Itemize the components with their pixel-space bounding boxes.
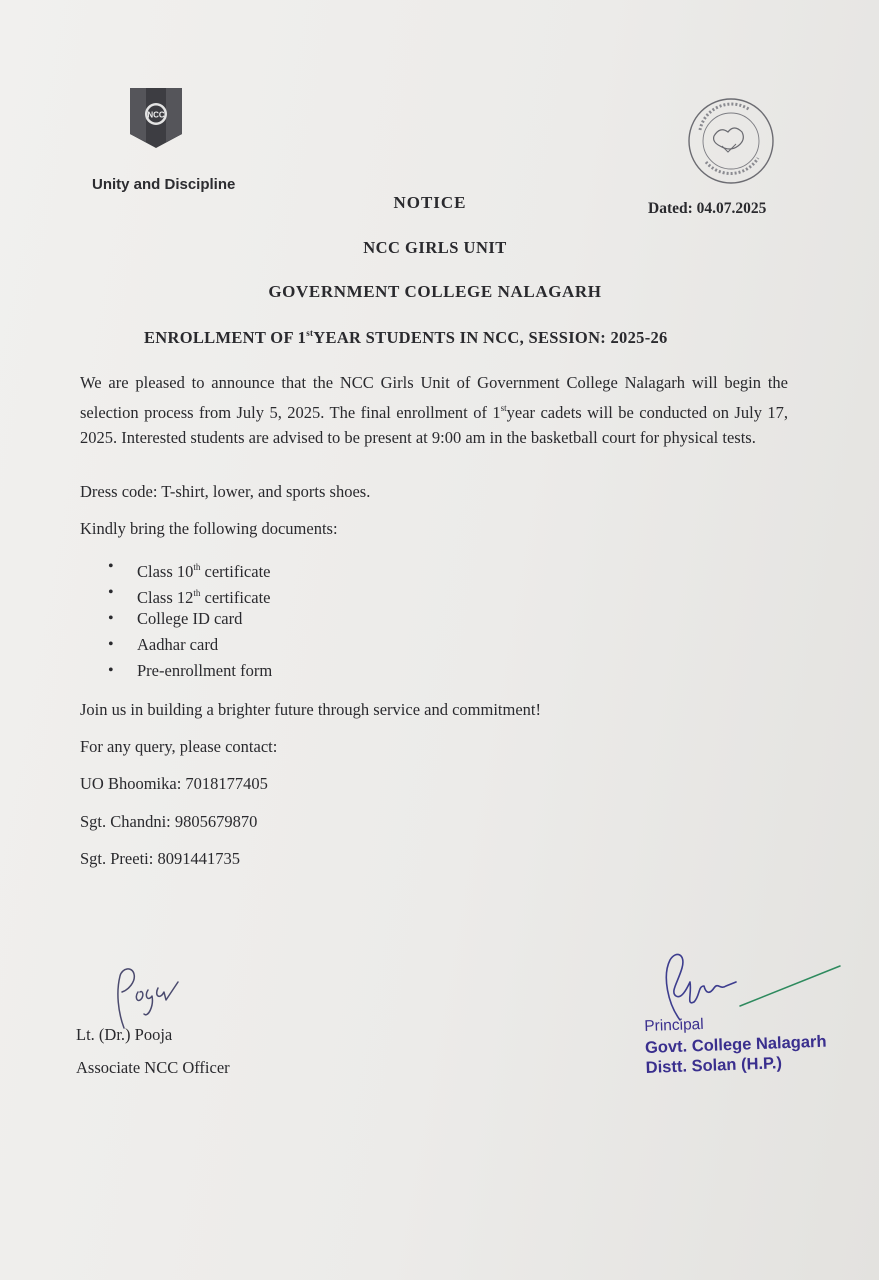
unit-heading: NCC GIRLS UNIT [363,238,507,257]
principal-stamp [644,1012,828,1078]
motto: Unity and Discipline [92,176,236,193]
stamp-designation: Principal [644,1015,705,1035]
document-item-suffix: certificate [200,588,271,607]
logo-text: NCC [147,110,165,120]
document-item-suffix: certificate [200,562,271,581]
document-item [108,554,272,580]
documents-list [108,554,272,684]
document-item-text: College ID card [137,609,243,628]
notice-title: NOTICE [393,193,467,212]
enrollment-heading-sup: st [306,328,314,338]
notice-date: Dated: 04.07.2025 [648,200,767,217]
college-seal [686,96,776,186]
document-item [108,606,272,632]
documents-intro: Kindly bring the following documents: [80,519,338,538]
stamp-college: Govt. College Nalagarh [644,1032,827,1057]
dress-code: Dress code: T-shirt, lower, and sports shoes. [80,482,371,501]
document-item-sup: th [193,562,201,572]
document-item-sup: th [193,588,201,598]
enrollment-heading [144,328,668,348]
enrollment-heading-prefix: ENROLLMENT OF 1 [144,328,307,347]
announcement-part-2: year cadets will be conducted on July 17, 2025. Interested students are advised to be present at 9:00 am in the basketball court for physical tests. [80,402,789,447]
document-item-text: Pre-enrollment form [137,661,273,680]
document-item [108,658,272,684]
announcement-sup: st [500,402,507,413]
officer-signature [104,962,184,1034]
contact-line: Sgt. Chandni: 9805679870 [80,812,258,831]
college-heading: GOVERNMENT COLLEGE NALAGARH [268,282,602,301]
document-item [108,632,272,658]
contact-intro: For any query, please contact: [80,737,278,756]
contact-line: UO Bhoomika: 7018177405 [80,774,268,793]
document-item-text: Class 12 [137,588,194,607]
officer-title: Associate NCC Officer [76,1058,230,1077]
contact-line: Sgt. Preeti: 8091441735 [80,849,240,868]
stamp-district: Distt. Solan (H.P.) [645,1054,783,1077]
enrollment-heading-suffix: YEAR STUDENTS IN NCC, SESSION: 2025-26 [313,328,668,347]
closing-line: Join us in building a brighter future through service and commitment! [80,700,541,719]
announcement-part-1: We are pleased to announce that the NCC Girls Unit of Government College Nalagarh will begin the selection process from July 5, 2025. The final enrollment of 1 [80,373,788,422]
document-item-text: Class 10 [137,562,194,581]
ncc-logo [126,84,186,150]
announcement-paragraph [80,370,788,451]
officer-name: Lt. (Dr.) Pooja [76,1025,173,1044]
document-item-text: Aadhar card [137,635,219,654]
document-item [108,580,272,606]
